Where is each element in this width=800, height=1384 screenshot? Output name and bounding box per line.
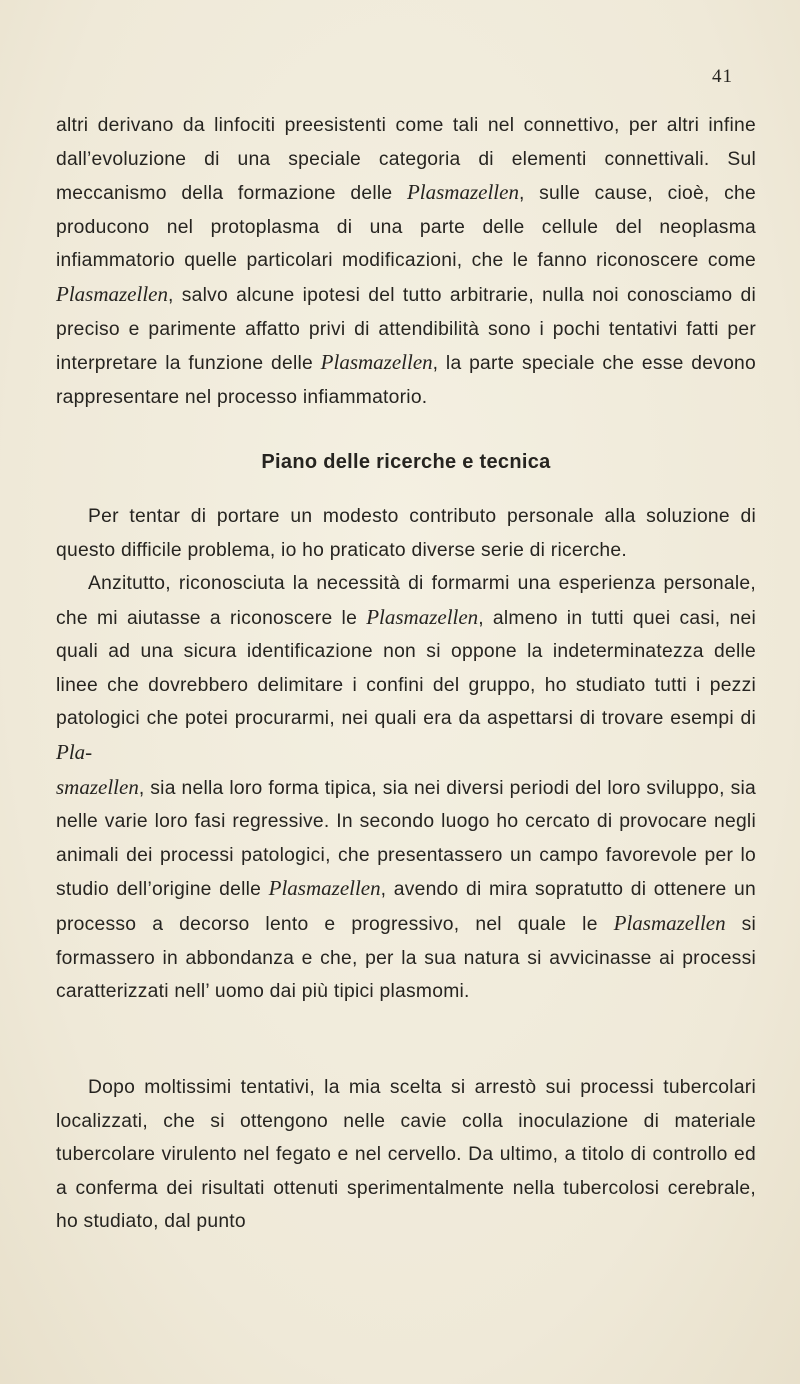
term-plasmazellen: Plasmazellen xyxy=(613,910,726,935)
page-number: 41 xyxy=(712,66,733,87)
text-run: altri derivano da linfociti preesistenti come tali nel connettivo, per altri infine dall’evoluzione di una speciale categoria di elementi connettivali. Sul meccanismo della formazione delle xyxy=(56,115,756,205)
text-run: , la parte speciale che esse devono rappresentare nel processo infiammatorio. xyxy=(56,353,756,408)
section-heading: Piano delle ricerche e tecnica xyxy=(261,451,551,473)
term-plasmazellen: Plasmazellen xyxy=(366,604,479,629)
paragraph-experiments: Dopo moltissimi tentativi, la mia scelta si arrestò sui processi tubercolari localizzati, che si ottengono nelle cavie colla inoculazione di materiale tubercolare virulento nel fegato e nel cervello. Da ultimo, a titolo di controllo ed a conferma dei risultati ottenuti sperimentalmente nella tubercolosi cerebrale, ho studiato, dal punto xyxy=(56,1077,756,1233)
term-plasmazellen: Plasmazellen xyxy=(268,876,381,901)
term-plasmazellen: Plasmazellen xyxy=(406,180,519,205)
term-plasmazellen-hyphen-end: smazellen xyxy=(56,774,139,799)
term-plasmazellen: Plasmazellen xyxy=(320,350,433,375)
text-run: Anzitutto, riconosciuta la necessità di formarmi una esperienza personale, che mi aiutasse a riconoscere le xyxy=(56,573,756,629)
text-run: , avendo di mira sopratutto di ottenere un processo a decorso lento e progressivo, nel quale le xyxy=(56,879,756,935)
term-plasmazellen: Plasmazellen xyxy=(56,281,168,306)
paragraph-method xyxy=(56,567,756,1009)
text-run: , almeno in tutti quei casi, nei quali ad una sicura identificazione non si oppone la indeterminatezza delle linee che dovrebbero delimitare i confini del gruppo, ho studiato tutti i pezzi patologici che potei procurarmi, nei quali era da aspettarsi di trovare esempi di xyxy=(56,607,756,730)
paragraph-contribution: Per tentar di portare un modesto contributo personale alla soluzione di questo difficile problema, io ho praticato diverse serie di ricerche. xyxy=(56,506,756,561)
text-run: , sulle cause, cioè, che producono nel protoplasma di una parte delle cellule del neoplasma infiammatorio quelle particolari modificazioni, che le fanno riconoscere come xyxy=(56,183,756,272)
term-plasmazellen-hyphen-start: Pla- xyxy=(56,739,93,764)
text-run: , salvo alcune ipotesi del tutto arbitrarie, nulla noi conosciamo di preciso e parimente affatto privi di attendibilità sono i pochi tentativi fatti per interpretare la funzione delle xyxy=(56,284,756,375)
paragraph-intro xyxy=(56,109,756,414)
text-run: , sia nella loro forma tipica, sia nei diversi periodi del loro sviluppo, sia nelle varie loro fasi regressive. In secondo luogo ho cercato di provocare negli animali dei processi patologici, che presentassero un campo favorevole per lo studio dell’origine delle xyxy=(56,777,756,901)
text-run: si formassero in abbondanza e che, per la sua natura si avvicinasse ai processi caratterizzati nell’ uomo dai più tipici plasmomi. xyxy=(56,913,756,1003)
